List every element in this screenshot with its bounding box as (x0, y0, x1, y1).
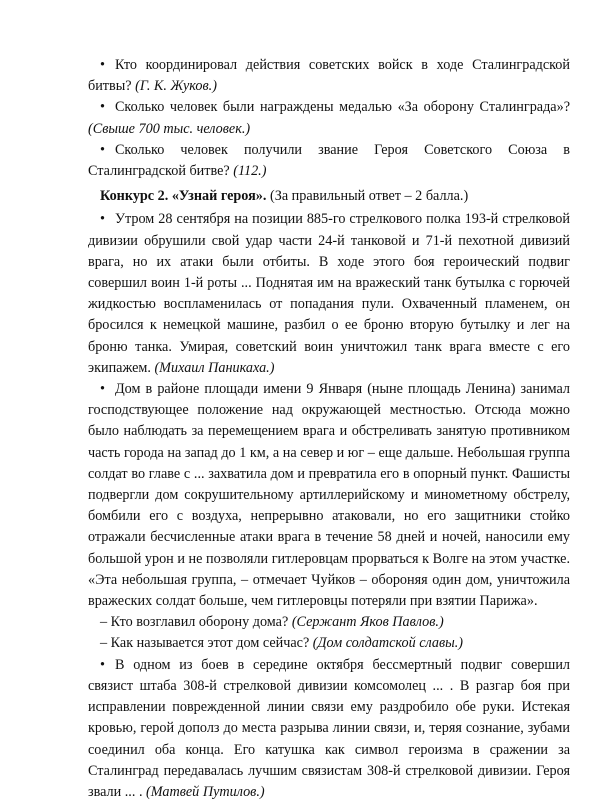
paragraph-text: Дом в районе площади имени 9 Января (ныне площадь Ленина) занимал господствующее положение над окружающей местностью. Отсюда можно было наблюдать за перемещением врага и обстреливать занятую противником часть города на запад до 1 км, а на север и юг – еще дальше. Небольшая группа солдат во главе с ... захватила дом и превратила его в опорный пункт. Фашисты подвергли дом сокрушительному артиллерийскому и минометному обстрелу, бомбили его с воздуха, непрерывно атаковали, но его защитники стойко отражали бесчисленные атаки врага в течение 58 дней и ночей, наносили ему большой урон и не позволяли гитлеровцам прорваться к Волге на этом участке. «Эта небольшая группа, – отмечает Чуйков – обороняя один дом, уничтожила вражеских солдат больше, чем гитлеровцы потеряли при взятии Парижа». (88, 381, 570, 610)
bullet: • (100, 656, 105, 673)
sub-question-leader (88, 612, 570, 633)
sub-question-house-name (88, 633, 570, 654)
answer-text: (Дом солдатской славы.) (312, 635, 464, 652)
question-text: Кто координировал действия советских войск в ходе Сталинградской битвы? (88, 57, 570, 95)
bullet: • (100, 211, 105, 228)
question-text: Сколько человек получили звание Героя Советского Союза в Сталинградской битве? (88, 141, 570, 180)
question-text: – Как называется этот дом сейчас? (100, 635, 310, 652)
answer-text: (Сержант Яков Павлов.) (291, 614, 444, 631)
hero-paragraph-putilov (88, 655, 570, 803)
hero-paragraph-pavlov-house (88, 379, 570, 612)
bullet: • (100, 381, 105, 398)
answer-text: (Михаил Паникаха.) (154, 359, 275, 376)
bullet: • (100, 141, 105, 158)
question-text: Сколько человек были награждены медалью «За оборону Сталинграда»? (114, 99, 570, 116)
contest-title: Конкурс 2. «Узнай героя». (100, 188, 267, 205)
contest-heading (88, 186, 570, 207)
question-coordinator (88, 55, 570, 97)
contest-note: (За правильный ответ – 2 балла.) (270, 188, 469, 205)
paragraph-text: Утром 28 сентября на позиции 885-го стрелкового полка 193-й стрелковой дивизии обрушили свой удар части 24-й танковой и 71-й пехотной дивизий врага, но их атаки были отбиты. В ходе этого боя героический подвиг совершил воин 1-й роты ... Поднятая им на вражеский танк бутылка с горючей жидкостью воспламенилась от попадания пули. Охваченный пламенем, он бросился к немецкой машине, разбил о ее броню вторую бутылку и лег на броню танка. Умирая, советский воин уничтожил танк врага вместе с его экипажем. (88, 211, 570, 376)
bullet: • (100, 57, 105, 73)
question-text: – Кто возглавил оборону дома? (100, 614, 289, 631)
paragraph-text: В одном из боев в середине октября бессмертный подвиг совершил связист штаба 308-й стрелковой дивизии комсомолец ... . В разгар боя при исправлении поврежденной линии связи ему раздробило обе руки. Истекая кровью, герой дополз до места разрыва линии связи, и, теряя сознание, зубами соединил оба конца. Его катушка как символ героизма в сражении за Сталинград передавалась лучшим связистам 308-й стрелковой дивизии. Героя звали ... . (88, 656, 570, 800)
answer-text: (Г. К. Жуков.) (135, 78, 217, 95)
answer-text: (112.) (233, 163, 267, 180)
document-page (88, 55, 570, 803)
bullet: • (100, 99, 105, 116)
answer-text: (Матвей Путилов.) (146, 783, 265, 800)
question-heroes (88, 140, 570, 182)
answer-text: (Свыше 700 тыс. человек.) (88, 120, 251, 137)
question-medal (88, 97, 570, 139)
hero-paragraph-panikakha (88, 209, 570, 379)
